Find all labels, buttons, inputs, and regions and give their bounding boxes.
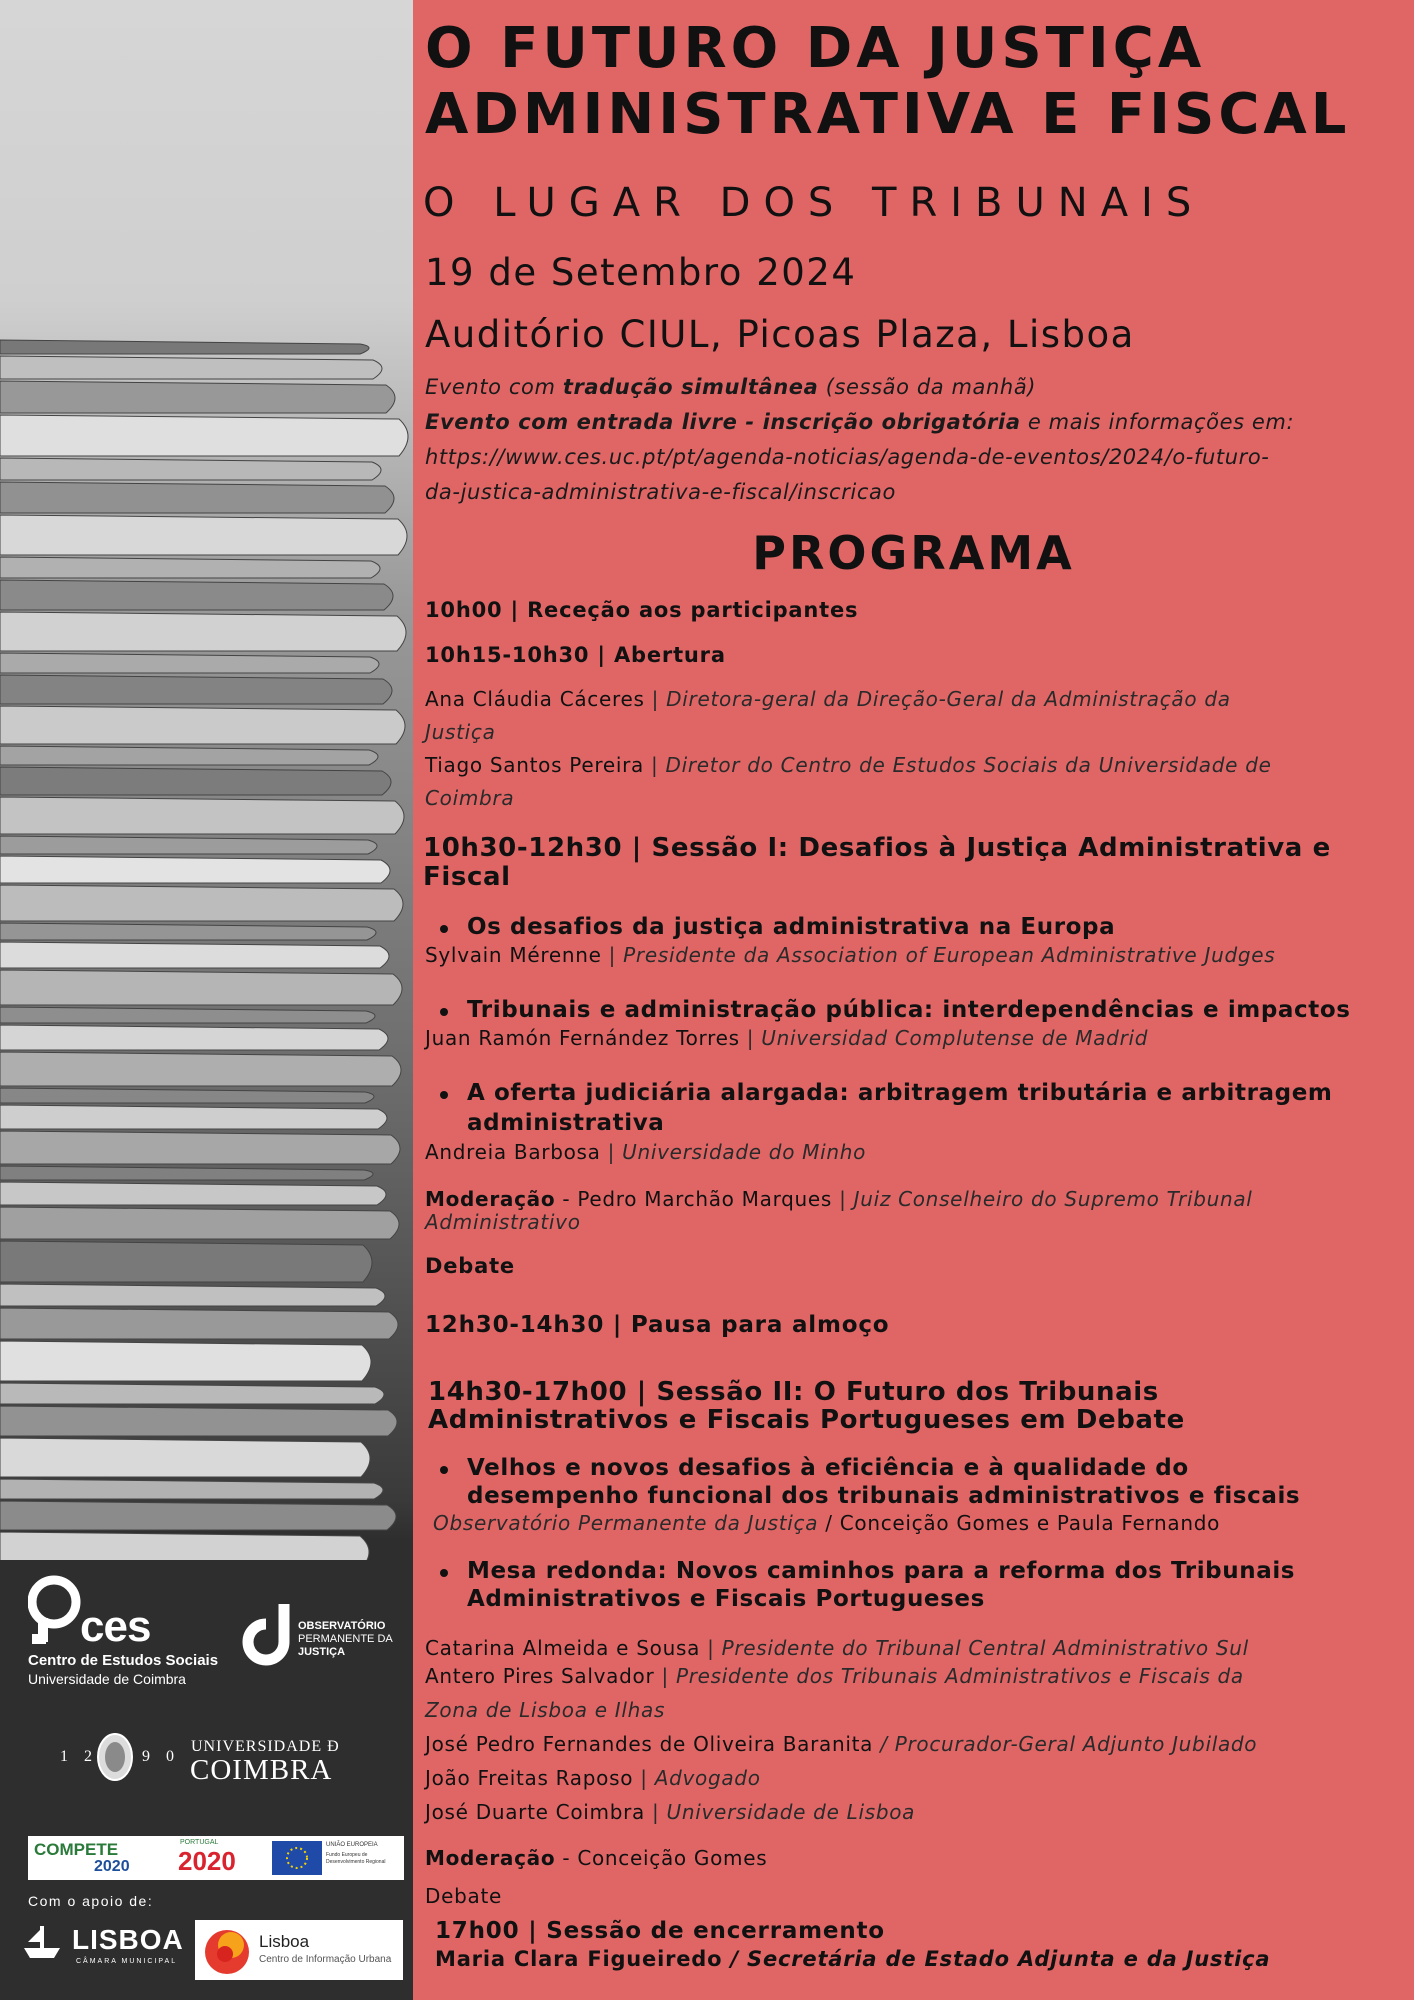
info-line1-bold: tradução simultânea <box>562 375 819 399</box>
book-page <box>0 856 390 883</box>
speaker-role: | Universidade de Lisboa <box>645 1800 916 1824</box>
book-page <box>0 970 402 1005</box>
book-page <box>0 653 379 673</box>
book-page <box>0 746 378 765</box>
book-page <box>0 836 377 854</box>
moderation-label: Moderação <box>425 1187 556 1211</box>
session1-talk3-title-line1: A oferta judiciária alargada: arbitragem tributária e arbitragem <box>467 1080 1333 1106</box>
session2-moderation <box>425 1846 767 1870</box>
speaker-role: | Advogado <box>633 1766 761 1790</box>
title-line2: ADMINISTRATIVA E FISCAL <box>425 82 1351 147</box>
ces-name: ces <box>80 1602 151 1651</box>
opening-speaker-1 <box>425 687 1231 711</box>
moderation-label: Moderação <box>425 1846 556 1870</box>
panel-member-2 <box>425 1664 1244 1688</box>
eu-sub: Fundo Europeu de Desenvolvimento Regional <box>326 1852 386 1865</box>
uc-line2: COIMBRA <box>190 1754 333 1786</box>
book-page <box>0 706 405 744</box>
talk1-org: Observatório Permanente da Justiça <box>433 1511 819 1535</box>
book-page <box>0 515 407 555</box>
support-label: Com o apoio de: <box>28 1893 154 1909</box>
session1-talk2-title: Tribunais e administração pública: interdependências e impactos <box>467 997 1351 1023</box>
bullet-icon <box>440 1569 448 1577</box>
book-page <box>0 1501 396 1530</box>
info-line2-bold: Evento com entrada livre - inscrição obrigatória <box>425 410 1021 434</box>
info-line1-post: (sessão da manhã) <box>818 375 1037 399</box>
moderator-role: | Juiz Conselheiro do Supremo Tribunal <box>832 1187 1253 1211</box>
session2-talk1-speakers <box>433 1511 1220 1535</box>
uc-year-left: 1 2 <box>60 1748 98 1765</box>
closing-speaker-name: Maria Clara Figueiredo <box>435 1947 723 1971</box>
speaker-name: José Duarte Coimbra <box>425 1800 645 1824</box>
left-photo-panel <box>0 0 413 2000</box>
eu-text: UNIÃO EUROPEIA <box>326 1842 378 1848</box>
book-page <box>0 767 391 795</box>
book-page <box>0 885 403 921</box>
opening-slot: 10h15-10h30 | Abertura <box>425 643 726 667</box>
opj-line2: PERMANENTE DA <box>298 1633 393 1645</box>
speaker-affiliation: | Presidente da Association of European Administrative Judges <box>601 943 1276 967</box>
moderator-role-cont: Administrativo <box>425 1210 581 1234</box>
book-page <box>0 1284 385 1306</box>
opening-speaker-2-role-cont <box>425 786 514 810</box>
event-date: 19 de Setembro 2024 <box>425 251 857 294</box>
opj-logo <box>238 1602 408 1672</box>
opj-mark-icon <box>238 1602 294 1666</box>
book-page <box>0 1383 384 1404</box>
compete-text: COMPETE <box>34 1840 119 1859</box>
speaker-role: | Presidente dos Tribunais Administrativos e Fiscais da <box>654 1664 1244 1688</box>
speaker-name: Catarina Almeida e Sousa <box>425 1636 701 1660</box>
bullet-icon <box>440 1091 448 1099</box>
book-page <box>0 612 406 651</box>
info-line2 <box>425 410 1385 434</box>
book-page <box>0 381 395 413</box>
session2-talk2-title-line2: Administrativos e Fiscais Portugueses <box>467 1586 985 1612</box>
uc-line1: UNIVERSIDADE Ð <box>191 1738 340 1755</box>
session1-talk1-speaker <box>425 943 1275 967</box>
speaker-name: Ana Cláudia Cáceres <box>425 687 645 711</box>
eu-flag-icon <box>272 1841 322 1875</box>
cml-info-logo <box>195 1920 403 1980</box>
opening-speaker-2 <box>425 753 1272 777</box>
book-page <box>0 1532 369 1560</box>
book-page <box>0 1308 398 1339</box>
session1-talk3-speaker <box>425 1140 866 1164</box>
portugal-year: 2020 <box>178 1846 236 1876</box>
book-page <box>0 340 369 354</box>
session2-title-line1: 14h30-17h00 | Sessão II: O Futuro dos Tribunais <box>428 1377 1159 1407</box>
event-venue: Auditório CIUL, Picoas Plaza, Lisboa <box>425 313 1135 356</box>
session1-talk3-title-line2: administrativa <box>467 1110 665 1136</box>
lisboa-sub: CÂMARA MUNICIPAL <box>76 1958 178 1965</box>
ces-line1: Centro de Estudos Sociais <box>28 1652 219 1669</box>
speaker-role: | Presidente do Tribunal Central Administrativo Sul <box>700 1636 1249 1660</box>
moderator-name: - Pedro Marchão Marques <box>555 1187 833 1211</box>
lisboa-text: LISBOA <box>72 1924 184 1955</box>
session2-talk1-title-line2: desempenho funcional dos tribunais administrativos e fiscais <box>467 1483 1301 1509</box>
speaker-name: João Freitas Raposo <box>425 1766 634 1790</box>
moderator-name: - Conceição Gomes <box>555 1846 768 1870</box>
book-page <box>0 1007 375 1023</box>
book-page <box>0 580 393 610</box>
speaker-name: Tiago Santos Pereira <box>425 753 644 777</box>
session2-title-line2: Administrativos e Fiscais Portugueses em Debate <box>428 1405 1185 1435</box>
info-line1-pre: Evento com <box>425 375 563 399</box>
book-page <box>0 1088 374 1103</box>
book-page <box>0 923 376 940</box>
compete-year: 2020 <box>94 1858 130 1875</box>
ces-line2: Universidade de Coimbra <box>28 1671 186 1687</box>
speaker-name: José Pedro Fernandes de Oliveira Baranita <box>425 1732 874 1756</box>
book-page <box>0 1166 373 1180</box>
book-page <box>0 1182 386 1205</box>
programa-heading: PROGRAMA <box>752 526 1075 580</box>
closing-session: 17h00 | Sessão de encerramento <box>435 1918 885 1944</box>
book-page <box>0 557 380 578</box>
lisboa-ship-icon <box>20 1922 64 1962</box>
book-page <box>0 797 404 834</box>
bullet-icon <box>440 925 448 933</box>
bullet-icon <box>440 1466 448 1474</box>
session1-title-line1: 10h30-12h30 | Sessão I: Desafios à Justiça Administrativa e <box>423 833 1331 863</box>
ces-logo <box>28 1574 218 1689</box>
talk1-sep: / <box>818 1511 840 1535</box>
stack-of-books-image <box>0 330 413 1560</box>
uc-logo <box>60 1728 360 1788</box>
session1-moderation <box>425 1187 1253 1211</box>
lunch-break: 12h30-14h30 | Pausa para almoço <box>425 1312 890 1338</box>
panel-member-4 <box>425 1766 761 1790</box>
closing-speaker-role: / Secretária de Estado Adjunta e da Justiça <box>722 1947 1271 1971</box>
title-line1: O FUTURO DA JUSTIÇA <box>425 16 1206 81</box>
talk1-speakers: Conceição Gomes e Paula Fernando <box>839 1511 1221 1535</box>
session2-debate: Debate <box>425 1884 503 1908</box>
speaker-name: Andreia Barbosa <box>425 1140 601 1164</box>
info-line1 <box>425 375 1385 399</box>
opening-speaker-1-role-cont <box>425 720 496 744</box>
bullet-icon <box>440 1008 448 1016</box>
speaker-role-cont: Justiça <box>425 720 496 744</box>
speaker-affiliation: | Universidad Complutense de Madrid <box>739 1026 1149 1050</box>
funding-logos-banner <box>28 1836 404 1880</box>
opj-line3: JUSTIÇA <box>298 1646 346 1658</box>
speaker-name: Juan Ramón Fernández Torres <box>425 1026 740 1050</box>
speaker-name: Sylvain Mérenne <box>425 943 602 967</box>
book-page <box>0 1406 397 1436</box>
book-page <box>0 1052 401 1086</box>
panel-member-5 <box>425 1800 915 1824</box>
registration-link-line1[interactable]: https://www.ces.uc.pt/pt/agenda-noticias/agenda-de-eventos/2024/o-futuro- <box>425 445 1270 469</box>
session1-moderation-cont <box>425 1210 581 1234</box>
book-page <box>0 1241 372 1282</box>
panel-member-3 <box>425 1732 1257 1756</box>
book-page <box>0 1207 399 1239</box>
panel-member-1 <box>425 1636 1249 1660</box>
book-page <box>0 458 381 480</box>
book-page <box>0 1479 383 1499</box>
portugal-text: PORTUGAL <box>180 1839 219 1846</box>
book-page <box>0 1341 371 1381</box>
session1-talk1-title: Os desafios da justiça administrativa na Europa <box>467 914 1116 940</box>
subtitle: O LUGAR DOS TRIBUNAIS <box>423 180 1205 226</box>
cml-circle-icon <box>201 1923 255 1977</box>
reception-slot: 10h00 | Receção aos participantes <box>425 598 859 622</box>
closing-speaker <box>435 1947 1270 1971</box>
session1-talk2-speaker <box>425 1026 1148 1050</box>
book-page <box>0 675 392 704</box>
uc-seal-icon <box>96 1732 134 1782</box>
speaker-role-cont: Zona de Lisboa e Ilhas <box>425 1698 666 1722</box>
uc-year-right: 9 0 <box>142 1748 180 1765</box>
opj-line1: OBSERVATÓRIO <box>298 1620 386 1632</box>
book-page <box>0 1025 388 1050</box>
speaker-role-cont: Coimbra <box>425 786 515 810</box>
cml-title: Lisboa <box>259 1932 310 1951</box>
ces-mark-icon <box>28 1574 84 1648</box>
book-page <box>0 482 394 513</box>
book-page <box>0 415 408 456</box>
session2-talk1-title-line1: Velhos e novos desafios à eficiência e à qualidade do <box>467 1455 1189 1481</box>
cml-sub: Centro de Informação Urbana <box>259 1954 392 1965</box>
info-line2-post: e mais informações em: <box>1020 410 1295 434</box>
speaker-name: Antero Pires Salvador <box>425 1664 655 1688</box>
lisboa-cm-logo <box>20 1920 184 1970</box>
speaker-role: / Procurador-Geral Adjunto Jubilado <box>873 1732 1258 1756</box>
book-page <box>0 1131 400 1164</box>
speaker-affiliation: | Universidade do Minho <box>600 1140 867 1164</box>
registration-link-line2[interactable]: da-justica-administrativa-e-fiscal/inscricao <box>425 480 896 504</box>
book-page <box>0 356 382 379</box>
session2-talk2-title-line1: Mesa redonda: Novos caminhos para a reforma dos Tribunais <box>467 1558 1296 1584</box>
speaker-role: | Diretora-geral da Direção-Geral da Administração da <box>644 687 1231 711</box>
book-page <box>0 1438 370 1477</box>
session1-title-line2: Fiscal <box>423 862 511 892</box>
session1-debate: Debate <box>425 1254 515 1278</box>
speaker-role: | Diretor do Centro de Estudos Sociais da Universidade de <box>643 753 1272 777</box>
panel-member-2-cont <box>425 1698 665 1722</box>
book-page <box>0 1105 387 1129</box>
book-page <box>0 942 389 968</box>
